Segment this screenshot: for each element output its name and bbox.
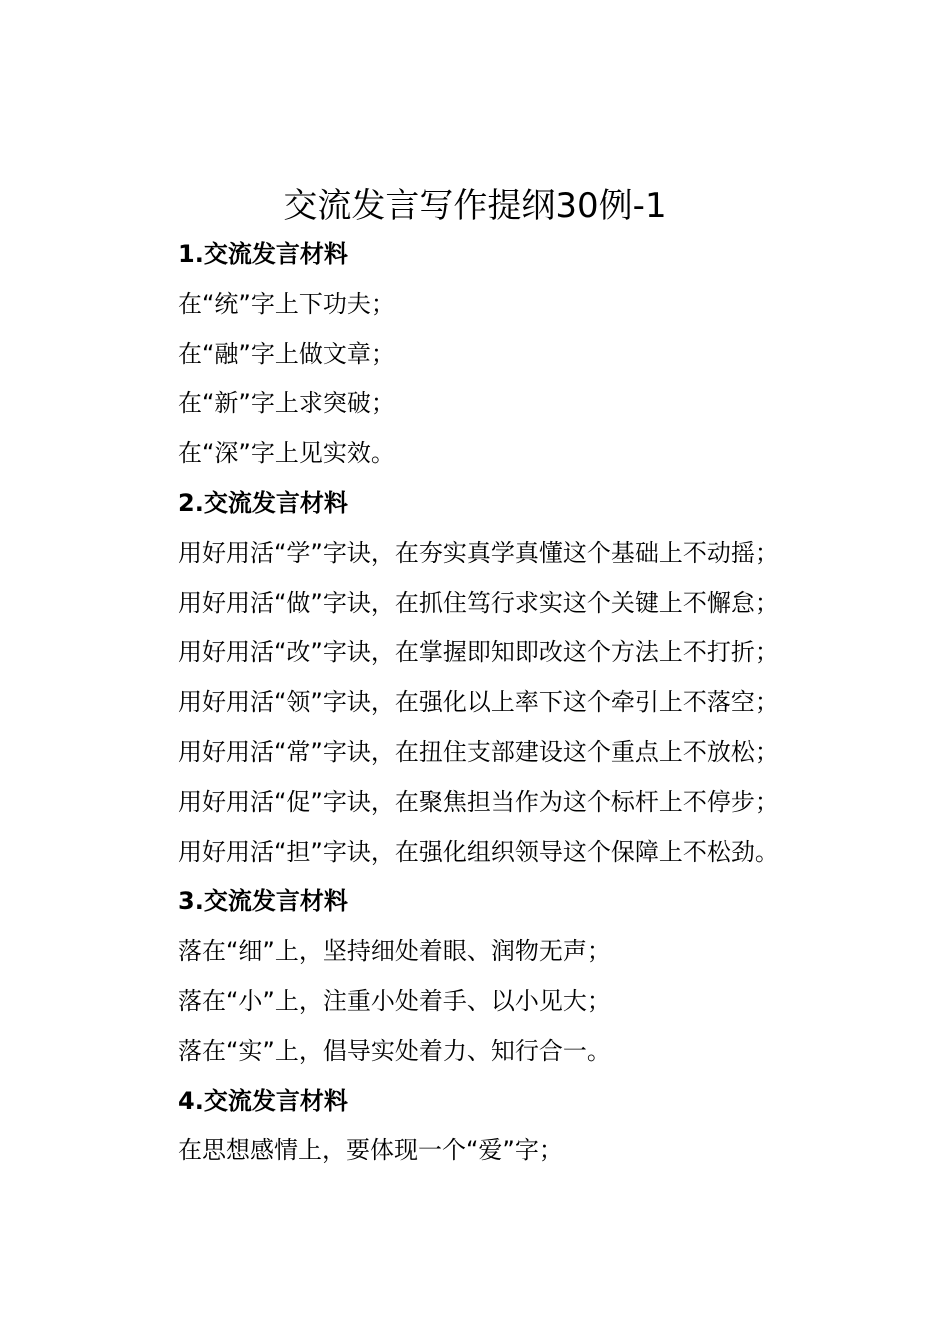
section-line: 用好用活“做”字诀，在抓住笃行求实这个关键上不懈怠； xyxy=(178,588,779,617)
section-line: 落在“小”上，注重小处着手、以小见大； xyxy=(178,986,611,1015)
section-line: 用好用活“常”字诀，在扭住支部建设这个重点上不放松； xyxy=(178,737,779,766)
section-line: 在“深”字上见实效。 xyxy=(178,439,395,468)
section-1 xyxy=(178,230,918,479)
section-heading: 2.交流发言材料 xyxy=(178,488,348,517)
section-line: 在“融”字上做文章； xyxy=(178,339,395,368)
section-line: 在“统”字上下功夫； xyxy=(178,289,395,318)
section-line: 在“新”字上求突破； xyxy=(178,389,395,418)
section-3 xyxy=(178,877,918,1076)
section-line: 用好用活“改”字诀，在掌握即知即改这个方法上不打折； xyxy=(178,638,779,667)
section-heading: 3.交流发言材料 xyxy=(178,887,348,916)
section-4 xyxy=(178,1077,918,1177)
section-line: 用好用活“领”字诀，在强化以上率下这个牵引上不落空； xyxy=(178,688,779,717)
section-heading: 4.交流发言材料 xyxy=(178,1086,348,1115)
section-line: 用好用活“担”字诀，在强化组织领导这个保障上不松劲。 xyxy=(178,837,779,866)
section-line: 落在“实”上，倡导实处着力、知行合一。 xyxy=(178,1036,611,1065)
section-line: 在思想感情上，要体现一个“爱”字； xyxy=(178,1136,563,1165)
document-body xyxy=(178,230,918,1176)
section-heading: 1.交流发言材料 xyxy=(178,240,348,268)
document-title: 交流发言写作提纲30例-1 xyxy=(283,186,667,226)
section-line: 落在“细”上，坚持细处着眼、润物无声； xyxy=(178,937,611,966)
section-line: 用好用活“促”字诀，在聚焦担当作为这个标杆上不停步； xyxy=(178,787,779,816)
section-2 xyxy=(178,479,918,877)
section-line: 用好用活“学”字诀，在夯实真学真懂这个基础上不动摇； xyxy=(178,538,779,567)
